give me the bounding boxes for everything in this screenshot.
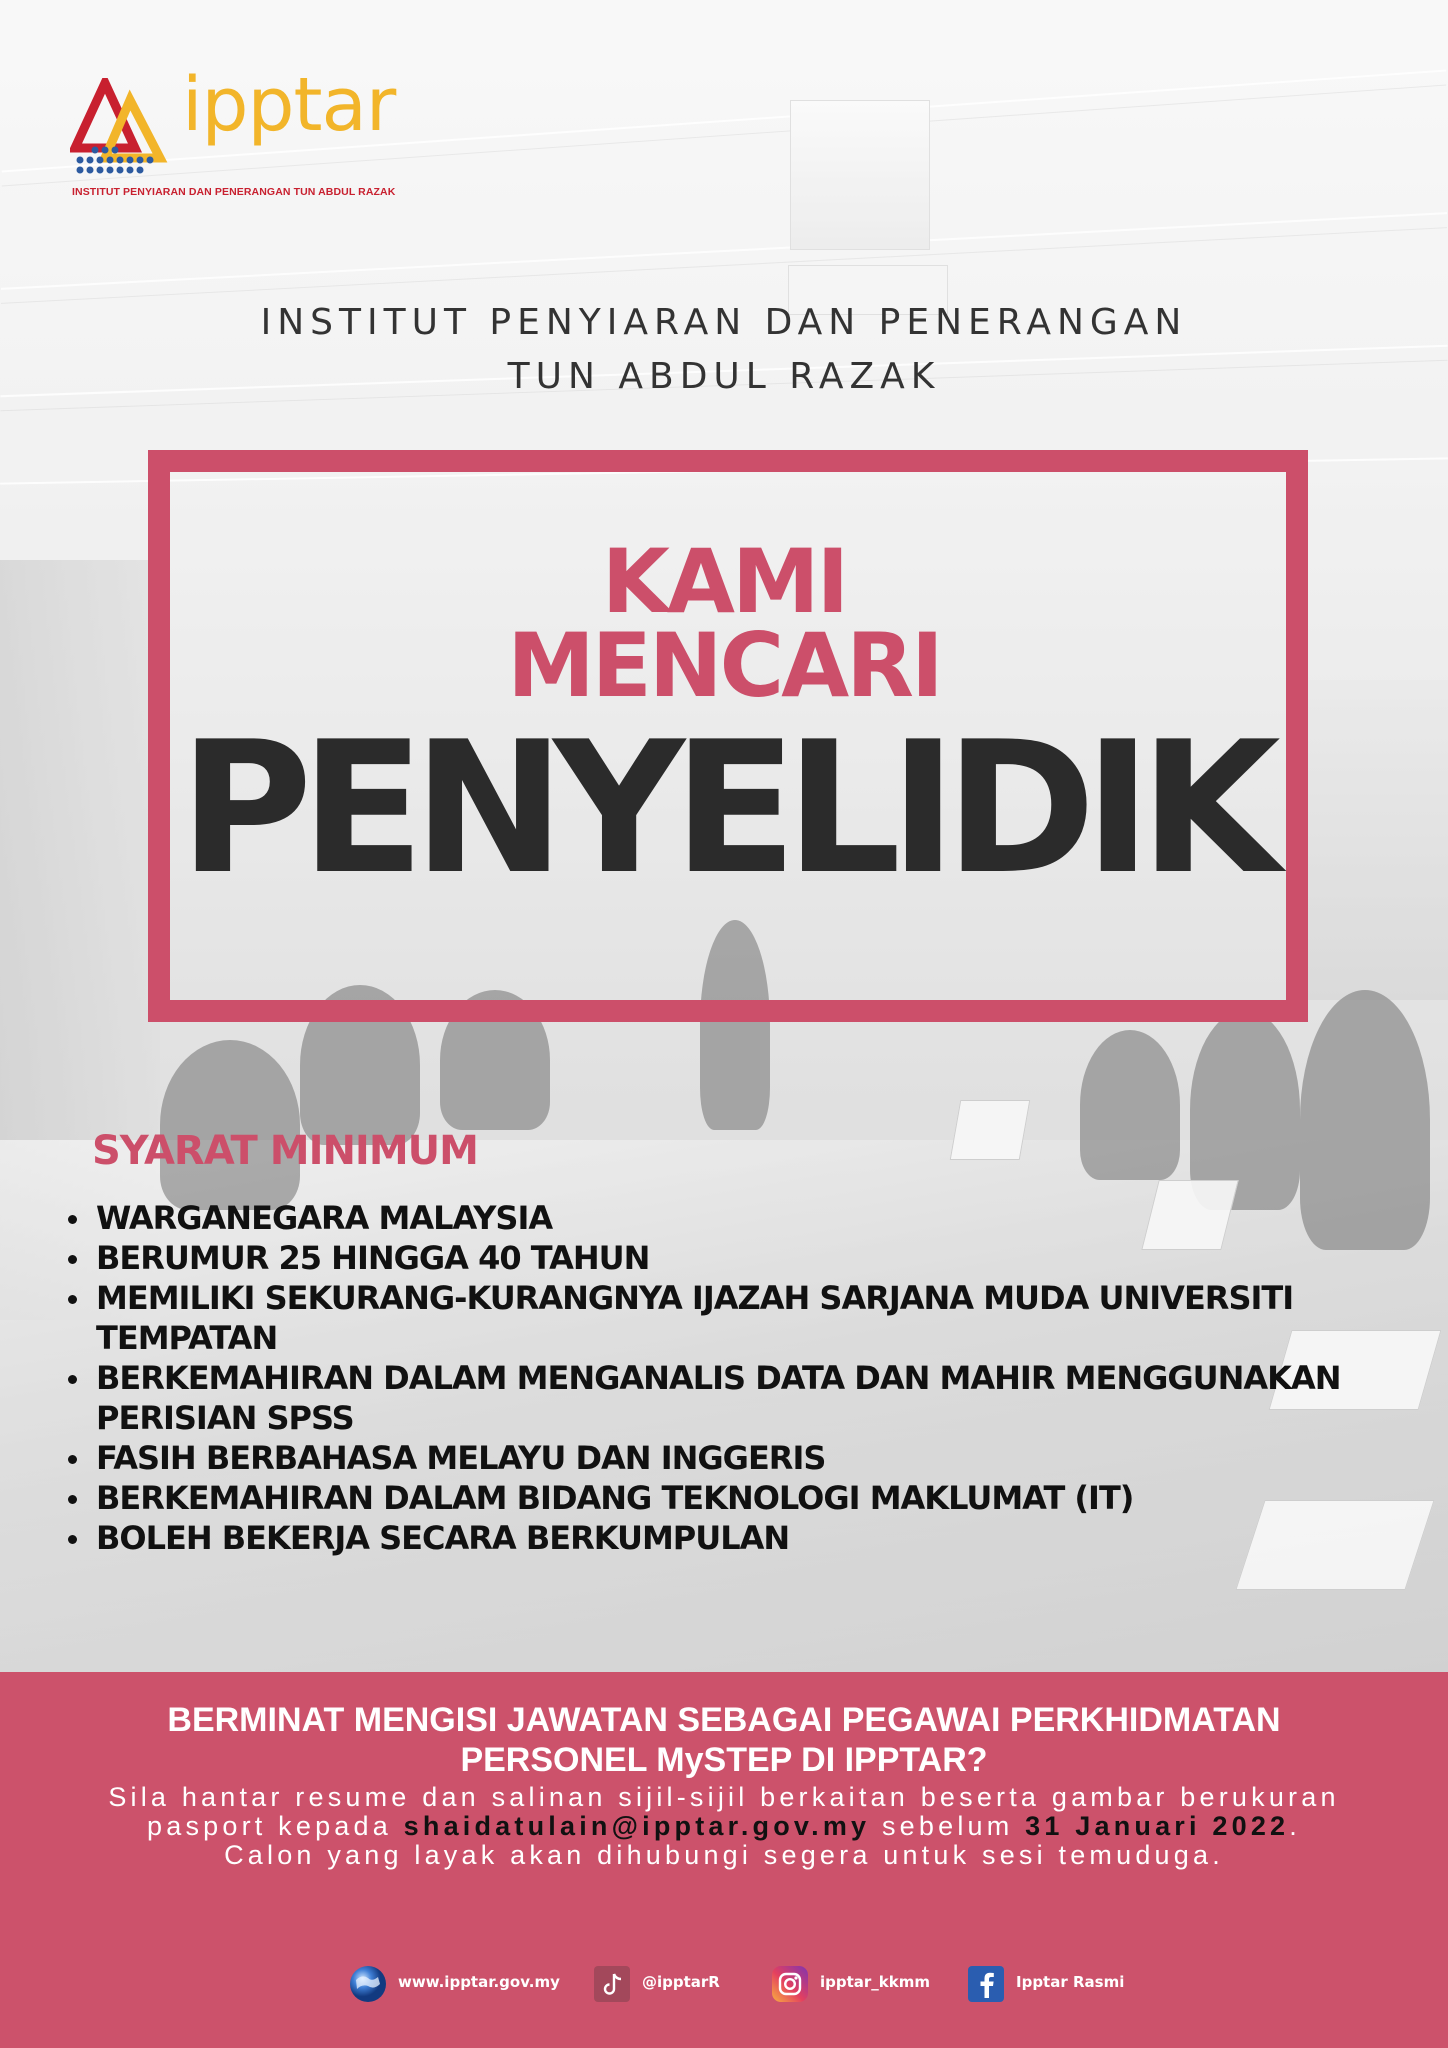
requirement-item: BERUMUR 25 HINGGA 40 TAHUN <box>60 1238 1390 1278</box>
ipptar-logo <box>70 62 430 203</box>
instagram-icon <box>770 1964 810 2004</box>
social-instagram-label: ipptar_kkmm <box>820 1973 931 1991</box>
ipptar-triangle-logo-icon <box>70 78 180 178</box>
globe-icon <box>348 1964 388 2004</box>
contact-email-link[interactable]: shaidatulain@ipptar.gov.my <box>403 1811 871 1841</box>
requirement-item: WARGANEGARA MALAYSIA <box>60 1198 1390 1238</box>
requirement-item: BOLEH BEKERJA SECARA BERKUMPULAN <box>60 1518 1390 1558</box>
cta-question-line-1: BERMINAT MENGISI JAWATAN SEBAGAI PEGAWAI PERKHIDMATAN <box>167 1701 1281 1739</box>
facebook-icon <box>966 1964 1006 2004</box>
requirement-item: FASIH BERBAHASA MELAYU DAN INGGERIS <box>60 1438 1390 1478</box>
logo-subtitle: INSTITUT PENYIARAN DAN PENERANGAN TUN ABDUL RAZAK <box>72 186 396 198</box>
headline-line-1: KAMI <box>601 530 847 633</box>
social-tiktok-label: @ipptarR <box>642 1973 720 1991</box>
logo-wordmark: ipptar <box>182 62 396 148</box>
social-facebook-label: Ipptar Rasmi <box>1016 1973 1125 1991</box>
requirement-item: MEMILIKI SEKURANG-KURANGNYA IJAZAH SARJANA MUDA UNIVERSITI TEMPATAN <box>60 1278 1390 1358</box>
requirements-list <box>60 1198 1390 1558</box>
headline-line-2: MENCARI <box>507 614 941 717</box>
headline-position: PENYELIDIK <box>179 702 1269 914</box>
cta-body <box>0 1783 1448 1870</box>
cta-question-line-2: PERSONEL MySTEP DI IPPTAR? <box>460 1741 988 1779</box>
institution-name <box>0 296 1448 404</box>
deadline-date: 31 Januari 2022 <box>1025 1811 1290 1841</box>
cta-body-line-1: Sila hantar resume dan salinan sijil-sijil berkaitan beserta gambar berukuran <box>108 1782 1340 1812</box>
cta-body-line-2 <box>0 1812 1448 1841</box>
requirement-item: BERKEMAHIRAN DALAM MENGANALIS DATA DAN MAHIR MENGGUNAKAN PERISIAN SPSS <box>60 1358 1390 1438</box>
cta-body-suffix: . <box>1289 1811 1301 1841</box>
cta-body-middle: sebelum <box>870 1811 1026 1841</box>
institution-line-1: INSTITUT PENYIARAN DAN PENERANGAN <box>260 302 1188 343</box>
institution-line-2: TUN ABDUL RAZAK <box>507 356 941 397</box>
cta-question <box>0 1700 1448 1780</box>
requirement-item: BERKEMAHIRAN DALAM BIDANG TEKNOLOGI MAKLUMAT (IT) <box>60 1478 1390 1518</box>
social-website-label: www.ipptar.gov.my <box>398 1973 560 1991</box>
requirements-title: SYARAT MINIMUM <box>92 1128 478 1174</box>
tiktok-icon <box>592 1964 632 2004</box>
cta-body-prefix: pasport kepada <box>147 1811 404 1841</box>
social-links <box>0 1962 1448 2006</box>
headline-kami-mencari <box>0 530 1448 717</box>
cta-body-line-3: Calon yang layak akan dihubungi segera untuk sesi temuduga. <box>224 1840 1224 1870</box>
